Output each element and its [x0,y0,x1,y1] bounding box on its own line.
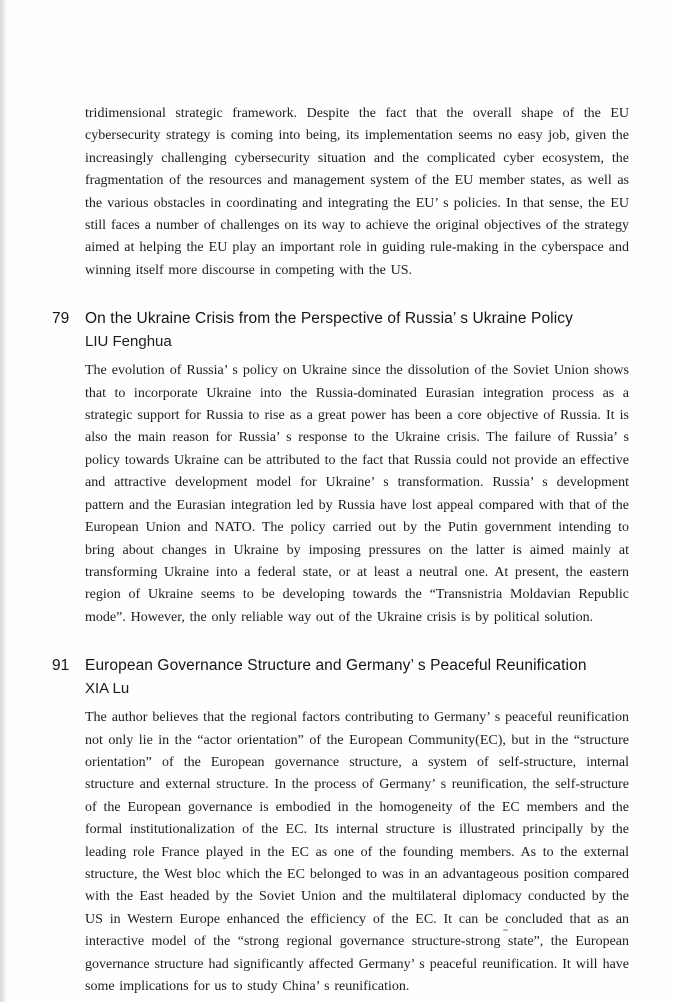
entry-page-number: 91 [52,657,70,675]
entry-page-number: 79 [52,310,70,328]
abstract-entry [52,654,629,998]
entry-abstract: The evolution of Russia’ s policy on Ukraine since the dissolution of the Soviet Union shows that to incorporate Ukraine into the Russia-dominated Eurasian integration process as a strategic support for Russia to rise as a great power has been a core objective of Russia. It is also the main reason for Russia’ s response to the Ukraine crisis. The failure of Russia’ s policy towards Ukraine can be attributed to the fact that Russia could not provide an effective and attractive development model for Ukraine’ s transformation. Russia’ s development pattern and the Eurasian integration led by Russia have lost appeal compared with that of the European Union and NATO. The policy carried out by the Putin government intending to bring about changes in Ukraine by imposing pressures on the latter is aimed mainly at transforming Ukraine into a federal state, or at least a neutral one. At present, the eastern region of Ukraine seems to be developing towards the “Transnistria Moldavian Republic mode”. However, the only reliable way out of the Ukraine crisis is by political solution. [85,363,629,625]
entry-author: XIA Lu [85,680,130,698]
entry-author: LIU Fenghua [85,333,172,351]
entry-title: European Governance Structure and Germany’ s Peaceful Reunification [85,657,587,675]
entry-title: On the Ukraine Crisis from the Perspective of Russia’ s Ukraine Policy [85,310,573,328]
intro-paragraph: tridimensional strategic framework. Despite the fact that the overall shape of the EU cybersecurity strategy is coming into being, its implementation seems no easy job, given the increasingly challenging cybersecurity situation and the complicated cyber ecosystem, the fragmentation of the resources and management system of the EU member states, as well as the various obstacles in coordinating and integrating the EU’ s policies. In that sense, the EU still faces a number of challenges on its way to achieve the original objectives of the strategy aimed at helping the EU play an important role in guiding rule-making in the cyberspace and winning itself more discourse in competing with the US. [85,106,629,278]
entry-abstract: The author believes that the regional factors contributing to Germany’ s peaceful reunification not only lie in the “actor orientation” of the European Community(EC), but in the “structure orientation” of the European governance structure, a system of self-structure, internal structure and external structure. In the process of Germany’ s reunification, the self-structure of the European governance is embodied in the homogeneity of the EC members and the formal institutionalization of the EC. Its internal structure is illustrated principally by the leading role France played in the EC as one of the founding members. As to the external structure, the West bloc which the EC belonged to was in an advantageous position compared with the East headed by the Soviet Union and the multilateral diplomacy conducted by the US in Western Europe enhanced the efficiency of the EC. It can be concluded that as an interactive model of the “strong regional governance structure-strong state”, the European governance structure had significantly affected Germany’ s peaceful reunification. It will have some implications for us to study China’ s reunification. [85,710,629,994]
scan-edge-shadow [0,0,7,1002]
abstract-entry [52,307,629,629]
